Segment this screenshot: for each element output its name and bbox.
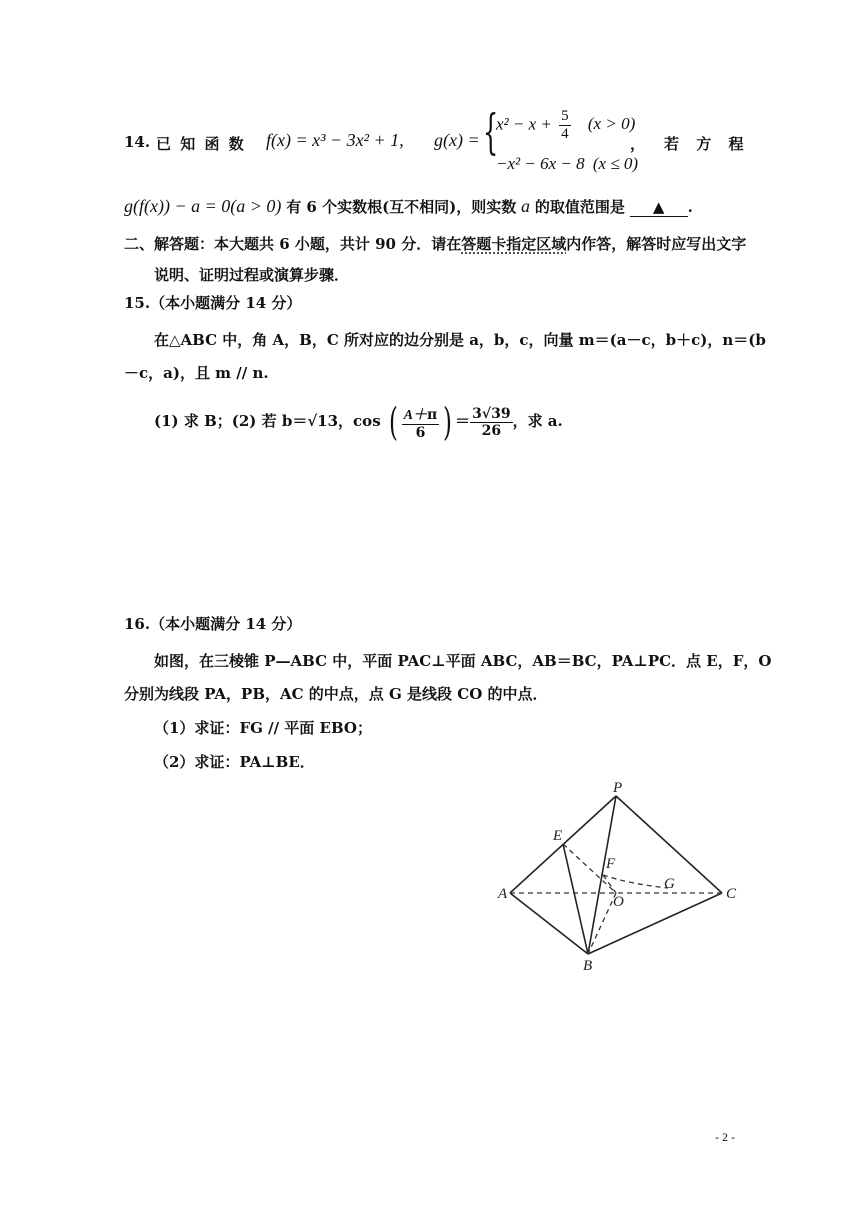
section2-line1: 二、解答题：本大题共 6 小题，共计 90 分．请在答题卡指定区域内作答，解答时应写出文字 (124, 235, 747, 253)
edge-FG-dashed (603, 875, 668, 888)
q15-subquestions: (1) 求 B；(2) 若 b＝√13，cos ( $\frac{A+\pi}{6}$ ) ＝ $\frac{3√39}{26}$ ，求 a. (154, 400, 563, 444)
q16-subquestion-2: （2）求证：PA⊥BE． (154, 753, 315, 771)
q16-header: 16.（本小题满分 14 分） (124, 615, 302, 633)
q16-subquestion-1: （1）求证：FG // 平面 EBO； (154, 719, 372, 737)
pyramid-figure (490, 780, 750, 980)
q14-g-case1: x² − x + $\frac{5}{4}$ (x > 0) (496, 108, 636, 142)
label-P: P (613, 780, 623, 796)
q14-f-definition: f(x) = x³ − 3x² + 1, (266, 130, 404, 150)
q14-comma: ， (630, 135, 646, 153)
q15-paragraph-line2: －c，a)，且 m // n. (124, 364, 269, 382)
label-A: A (498, 886, 508, 902)
label-C: C (726, 886, 737, 902)
piecewise-brace: { (483, 104, 499, 160)
edge-PB (588, 796, 616, 954)
edge-BC (588, 893, 722, 954)
label-G: G (664, 876, 675, 892)
q15-paragraph-line1: 在△ABC 中，角 A，B，C 所对应的边分别是 a，b，c，向量 m＝(a－c，b＋c)，n＝(b (154, 331, 766, 349)
q15-header: 15.（本小题满分 14 分） (124, 294, 302, 312)
section2-line2: 说明、证明过程或演算步骤． (154, 266, 350, 284)
q16-paragraph-line2: 分别为线段 PA，PB，AC 的中点，点 G 是线段 CO 的中点． (124, 685, 548, 703)
q14-if-equation: 若 方 程 (664, 135, 750, 153)
q14-line2: g(f(x)) − a = 0(a > 0) 有 6 个实数根(互不相同)，则实数 a 的取值范围是 ▲ . (124, 196, 693, 216)
label-E: E (553, 828, 563, 844)
q14-number: 14. (124, 133, 151, 151)
q14-lead: 已 知 函 数 (156, 135, 246, 153)
page-number: - 2 - (715, 1130, 735, 1144)
answer-blank: ▲ (630, 198, 688, 217)
q16-paragraph-line1: 如图，在三棱锥 P—ABC 中，平面 PAC⊥平面 ABC，AB＝BC，PA⊥PC．点 E，F，O (154, 652, 772, 670)
label-O: O (613, 894, 624, 910)
label-B: B (583, 958, 593, 974)
edge-OB-dashed (588, 893, 616, 954)
q14-g-name: g(x) = (434, 130, 480, 150)
q14-g-case2: −x² − 6x − 8 (x ≤ 0) (496, 154, 639, 173)
label-F: F (606, 856, 616, 872)
